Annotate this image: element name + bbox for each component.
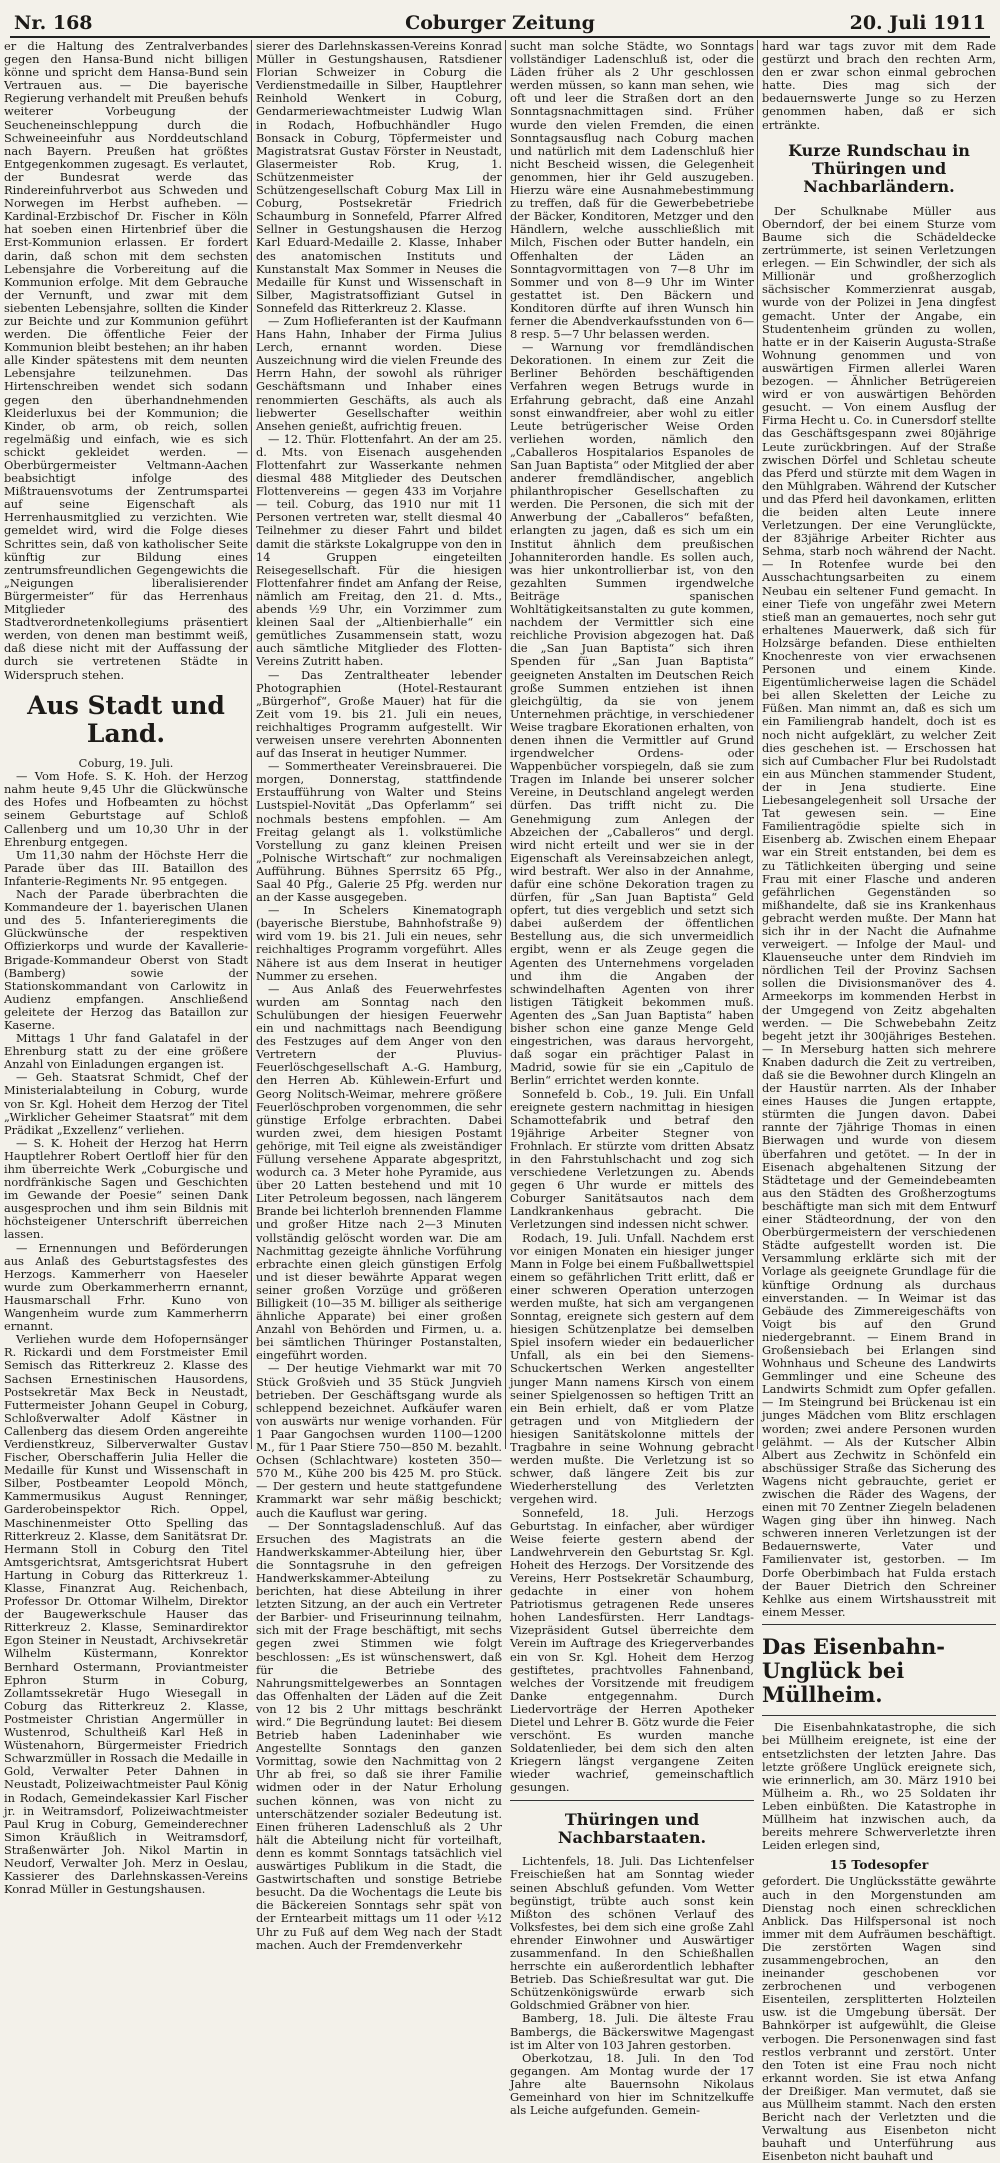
article-text: Die Eisenbahnkatastrophe, die sich bei Müllheim ereignete, ist eine der entsetzlichsten der letzten Jahre. Das letzte größere Unglück ereignete sich, wie erinnerlich, am 30. März 1910 bei Mülheim a. Rh., wo 25 Soldaten ihr Leben einbüßten. Die Katastrophe in Müllheim hat inzwischen auch, da bereits mehrere Schwerverletzte ihren Leiden erlegen sind, [762, 1720, 996, 1853]
article-text: — Aus Anlaß des Feuerwehrfestes wurden am Sonntag nach den Schulübungen der hiesigen Feuerwehr ein und nachmittags nach Beendigung des Festzuges auf dem Anger von den Vertretern der Pluvius-Feuerlöschgesellschaft A.-G. Hamburg, den Herren Ab. Kühlewein-Erfurt und Georg Nolitsch-Weimar, mehrere größere Feuerlöschproben vorgenommen, die sehr günstige Erfolge erbrachten. Dabei wurden zwei, dem hiesigen Postamt gehörige, mit Teil eigne als zweiständiger Füllung versehene Apparate abgespritzt, wodurch ca. 3 Meter hohe Pyramide, aus über 20 Latten bestehend und mit 10 Liter Petroleum begossen, nach längerem Brande bei lichterloh brennenden Flamme und großer Hitze nach 2—3 Minuten vollständig gelöscht worden war. Die am Nachmittag gezeigte ähnliche Vorführung erbrachte einen gleich günstigen Erfolg und ist dieser bewährte Apparat wegen seiner großen Vorzüge und größeren Billigkeit (10—35 M. billiger als seitherige ähnliche Apparate) bei einer großen Anzahl von Behörden und Firmen, u. a. bei sämtlichen Thüringer Postanstalten, eingeführt worden. [256, 981, 503, 1363]
article-text: Oberkotzau, 18. Juli. In den Tod gegangen. Am Montag wurde der 17 Jahre alte Bauernsohn Nikolaus Gemeinhard von hier im Schnitzelkuffe als Leiche aufgefunden. Gemein- [510, 2050, 754, 2118]
article-text: Nach der Parade überbrachten die Kommandeure der 1. bayerischen Ulanen und des 5. Infanterieregiments die Glückwünsche der respektiven Offizierkorps und wurde der Kavallerie-Brigade-Kommandeur Oberst von Stadt (Bamberg) sowie der Stationskommandant von Carlowitz in Audienz empfangen. Anschließend geleitete der Herzog das Bataillon zur Kaserne. [4, 887, 248, 1032]
article-text: sucht man solche Städte, wo Sonntags vollständiger Ladenschluß ist, oder die Läden früher als 2 Uhr geschlossen werden müssen, so kann man sehen, wie oft und leer die Straßen dort an den Sonntagsnachmittagen sind. Früher wurde den vielen Fremden, die einen Sonntagsausflug nach Coburg machen und natürlich mit dem Ladenschluß hier nicht Bescheid wissen, die Gelegenheit genommen, hier ihr Geld auszugeben. Hierzu wäre eine Ausnahmebestimmung zu treffen, daß für die Gewerbebetriebe der Bäcker, Konditoren, Metzger und den Händlern, welche ausschließlich mit Milch, Fischen oder Butter handeln, ein Offenhalten der Läden an Sonntagvormittagen von 7—8 Uhr im Sommer und von 8—9 Uhr im Winter gestattet ist. Den Bäckern und Konditoren dürfte auf ihren Wunsch hin ferner die Abendverkaufsstunden von 6—8 resp. 5—7 Uhr belassen werden. [510, 39, 754, 342]
subheading: 15 Todesopfer [829, 1857, 929, 1873]
article-text: — Der Sonntagsladenschluß. Auf das Ersuchen des Magistrats an die Handwerkskammer-Abteilung hier, über die Sonntagsruhe in den gefreigen Handwerkskammer-Abteilung zu berichten, hat diese Abteilung in ihrer letzten Sitzung, an der auch ein Vertreter der Barbier- und Friseurinnung teilnahm, sich mit der Frage beschäftigt, mit sechs gegen zwei Stimmen wie folgt beschlossen: „Es ist wünschenswert, daß für die Betriebe des Nahrungsmittelgewerbes an Sonntagen das Offenhalten der Läden auf die Zeit von 12 bis 2 Uhr mittags beschränkt wird.“ Die Begründung lautet: Bei diesem Betrieb haben Ladeninhaber wie Angestellte Sonntags den ganzen Vormittag, sowie den Nachmittag von 2 Uhr ab frei, so daß sie ihrer Familie widmen oder in der Natur Erholung suchen können, was von nicht zu unterschätzender sozialer Bedeutung ist. Einen früheren Ladenschluß als 2 Uhr hält die Abteilung nicht für vorteilhaft, denn es kommt Sonntags tatsächlich viel auswärtiges Publikum in die Stadt, die Gastwirtschaften und sonstige Betriebe besucht. Da die Wochentags die Leute bis die Bäckereien Sonntags sehr spät von der Erntearbeit mittags um 11 oder ½12 Uhr zu Fuß auf dem Weg nach der Stadt machen. Auch der Fremdenverkehr [256, 1518, 502, 1952]
divider [762, 1624, 996, 1625]
article-text: — Ernennungen und Beförderungen aus Anlaß des Geburtstagsfestes des Herzogs. Kammerherr von Haeseler wurde zum Oberkammerherrn ernannt, Hausmarschall Frhr. Kuno von Wangenheim wurde zum Kammerherrn ernannt. [4, 1240, 248, 1334]
article-text: — Sommertheater Vereinsbrauerei. Die morgen, Donnerstag, stattfindende Erstaufführung von Walter und Steins Lustspiel-Novität „Das Opferlamm“ sei nochmals bestens empfohlen. — Am Freitag gelangt als 1. volkstümliche Vorstellung zu ganz kleinen Preisen „Polnische Wirtschaft“ zur nochmaligen Aufführung. Bühnes Sperrsitz 65 Pfg., Saal 40 Pfg., Galerie 25 Pfg. werden nur an der Kasse ausgegeben. [256, 759, 502, 905]
article-text: er die Haltung des Zentralverbandes gegen den Hansa-Bund nicht billigen könne und spricht dem Hansa-Bund sein Vertrauen aus. — Die bayerische Regierung verhandelt mit Preußen behufs weiterer Vorbeugung der Seucheneinschleppung durch die Schweineeinfuhr aus Norddeutschland nach Bayern. Preußen hat größtes Entgegenkommen zugesagt. Es verlautet, der Bundesrat werde das Rindereinfuhrverbot aus Schweden und Norwegen im Herbst aufheben. — Kardinal-Erzbischof Dr. Fischer in Köln hat soeben einen Hirtenbrief über die Erst-Kommunion erlassen. Er fordert darin, daß schon mit dem sechsten Lebensjahre die Vorbereitung auf die Kommunion erfolge. Mit dem Gebrauche der Vernunft, und zwar mit dem siebenten Lebensjahre, sollten die Kinder zur Beichte und zur Kommunion geführt werden. Die öffentliche Feier der Kommunion bleibt bestehen; an ihr haben alle Kinder spätestens mit dem neunten Lebensjahre teilzunehmen. Das Hirtenschreiben wendet sich sodann gegen den überhandnehmenden Kleiderluxus bei der Kommunion; die Kinder, ob arm, ob reich, sollen regelmäßig und einfach, wie es sich schickt gekleidet werden. — Oberbürgermeister Veltmann-Aachen beabsichtigt infolge des Mißtrauensvotums der Zentrumspartei auf seine Eigenschaft als Herrenhausmitglied zu verzichten. Wie gemeldet wird, wird die Folge dieses Schrittes sein, daß von katholischer Seite künftig zur Bildung eines zentrumsfreundlichen Gegengewichts die „Neigungen liberalisierender Bürgermeister“ für das Herrenhaus Mitglieder des Stadtverordnetenkollegiums präsentiert werden, von denen man bestimmt weiß, daß diese nicht mit der Auffassung der durch sie vertretenen Städte in Widerspruch stehen. [4, 39, 248, 682]
section-heading: Thüringen und Nachbarstaaten. [557, 1809, 707, 1847]
article-text: — Der heutige Viehmarkt war mit 70 Stück Großvieh und 35 Stück Jungvieh betrieben. Der Geschäftsgang wurde als schleppend bezeichnet. Aufkäufer waren von auswärts nur wenige vorhanden. Für 1 Paar Gangochsen wurden 1100—1200 M., für 1 Paar Stiere 750—850 M. bezahlt. Ochsen (Schlachtware) kosteten 350—570 M., Kühe 200 bis 425 M. pro Stück. — Der gestern und heute stattgefundene Krammarkt war sehr mäßig beschickt; auch die Kauflust war gering. [256, 1361, 502, 1520]
column-rule [505, 40, 506, 1449]
article-text: Der Schulknabe Müller aus Oberndorf, der bei einem Sturze vom Baume sich die Schädeldecke zertrümmerte, ist seinen Verletzungen erlegen. — Ein Schwindler, der sich als Millionär und großherzoglich sächsischer Kommerzienrat ausgab, wurde von der Polizei in Jena dingfest gemacht. Unter der Angabe, ein Studentenheim gründen zu wollen, hatte er in der Kaiserin Augusta-Straße Wohnung genommen und von auswärtigen Firmen allerlei Waren bezogen. — Ähnlicher Betrügereien wird er von auswärtigen Behörden gesucht. — Von einem Ausflug der Firma Hecht u. Co. in Cunersdorf stellte das Geschäftsgespann zwei 80jährige Leute zurückbringen. Auf der Straße zwischen Dörfel und Schletau scheute das Pferd und stürzte mit dem Wagen in den Mühlgraben. Während der Kutscher und das Pferd heil davonkamen, erlitten die beiden alten Leute innere Verletzungen. Der eine Verunglückte, der 83jährige Arbeiter Richter aus Sehma, starb noch während der Nacht. — In Rotenfee wurde bei den Ausschachtungsarbeiten zu einem Neubau ein seltener Fund gemacht. In einer Tiefe von ungefähr zwei Metern stieß man an gemauertes, noch sehr gut erhaltenes Mauerwerk, daß sich für Holzsärge befanden. Diese enthielten Knochenreste von vier erwachsenen Personen und einem Kinde. Eigentümlicherweise lagen die Schädel bei allen Skeletten der Leiche zu Füßen. Man nimmt an, daß es sich um ein Familiengrab handelt, doch ist es noch nicht aufgeklärt, zu welcher Zeit dies geschehen ist. — Erschossen hat sich auf Cumbacher Flur bei Rudolstadt ein aus München stammender Student, der in Jena studierte. Eine Liebesangelegenheit soll Ursache der Tat gewesen sein. — Eine Familientragödie spielte sich in Eisenberg ab. Zwischen einem Ehepaar war ein Streit entstanden, bei dem es zu Tätlichkeiten überging und seine Frau mit einer Flasche und anderen gefährlichen Gegenständen so mißhandelte, daß sie ins Krankenhaus gebracht werden mußte. Der Mann hat sich ihr in der Nacht die Aufnahme verweigert. — Infolge der Maul- und Klauenseuche unter dem Rindvieh im nördlichen Teil der Provinz Sachsen sollen die Divisionsmanöver des 4. Armeekorps im kommenden Herbst in der Umgegend von Zeitz abgehalten werden. — Die Schwebebahn Zeitz begeht jetzt ihr 300jähriges Bestehen. — In Merseburg hatten sich mehrere Knaben dadurch die Zeit zu vertreiben, daß sie die Bewohner durch Klingeln an der Haustür narrten. Als der Inhaber eines Hauses die Jungen ertappte, stürmten die Jungen davon. Dabei rannte der 7jährige Thomas in einen Bierwagen und wurde von diesem überfahren und getötet. — In der in Eisenach abgehaltenen Sitzung der Städtetage und der Gemeindebeamten aus den Städten des Großherzogtums beschäftigte man sich mit dem Entwurf einer Städteordnung, der von den Oberbürgermeistern der verschiedenen Städte aufgestellt worden ist. Die Versammlung erklärte sich mit der Vorlage als geeignete Grundlage für die künftige Ordnung als durchaus einverstanden. — In Weimar ist das Gebäude des Zimmereigeschäfts von Voigt bis auf den Grund niedergebrannt. — Einem Brand in Großensiebach bei Erlangen sind Wohnhaus und Scheune des Landwirts Gemmlinger und eine Scheune des Landwirts Schmidt zum Opfer gefallen. — Im Steingrund bei Brückenau ist ein junges Mädchen vom Blitz erschlagen worden; zwei andere Personen wurden gelähmt. — Als der Kutscher Albin Albert aus Zechwitz in Schönfeld ein abschüssiger Straße das Sicherung des Wagens nicht gebrauchte, geriet er zwischen die Räder des Wagens, der einen mit 70 Zentner Ziegeln beladenen Wagen ging über ihn hinweg. Nach schweren inneren Verletzungen ist der Bedauernswerte, Vater und Familienvater ist, gestorben. — Im Dorfe Oberbimbach hat Fulda erstach der Bauer Dietrich den Schreiner Kehlke aus einem Wirtshausstreit mit einem Messer. [762, 203, 996, 1619]
masthead [10, 10, 990, 38]
column-3 [510, 39, 754, 2118]
article-text: — Zum Hoflieferanten ist der Kaufmann Hans Hahn, Inhaber der Firma Julius Lerch, ernannt worden. Diese Auszeichnung wird die vielen Freunde des Herrn Hahn, der sowohl als rühriger Geschäftsmann und Inhaber eines renommierten Geschäfts, als auch als liebwerter Gesellschafter weithin Ansehen genießt, aufrichtig freuen. [256, 313, 502, 433]
column-4 [762, 39, 996, 2163]
divider [510, 1800, 754, 1801]
divider [762, 1715, 996, 1716]
column-2 [256, 39, 503, 1952]
article-text: Bamberg, 18. Juli. Die älteste Frau Bambergs, die Bäckerswitwe Magengast ist im Alter von 103 Jahren gestorben. [510, 2011, 754, 2052]
article-text: — 12. Thür. Flottenfahrt. An der am 25. d. Mts. von Eisenach ausgehenden Flottenfahrt zur Wasserkante nehmen diesmal 488 Mitglieder des Deutschen Flottenvereins — gegen 433 im Vorjahre — teil. Coburg, das 1910 nur mit 11 Personen vertreten war, stellt diesmal 40 Teilnehmer zu dieser Fahrt und bildet damit die stärkste Lokalgruppe von den in 14 Gruppen eingeteilten Reisegesellschaft. Für die hiesigen Flottenfahrer findet am Anfang der Reise, nämlich am Freitag, den 21. d. Mts., abends ½9 Uhr, ein Vorzimmer zum kleinen Saal der „Altienbierhalle“ ein gemütliches Zusammensein statt, wozu auch sämtliche Mitglieder des Flotten-Vereins Zutritt haben. [256, 431, 502, 669]
article-text: Sonnefeld b. Cob., 19. Juli. Ein Unfall ereignete gestern nachmittag in hiesigen Schamottefabrik und betraf den 19jährige Arbeiter Stegner von Frohnlach. Er stürzte vom dritten Absatz in den Fahrstuhlschacht und zog sich verschiedene Verletzungen zu. Abends gegen 6 Uhr wurde er mittels des Coburger Sanitätsautos nach dem Landkrankenhaus gebracht. Die Verletzungen sind indessen nicht schwer. [510, 1086, 754, 1232]
article-text: — S. K. Hoheit der Herzog hat Herrn Hauptlehrer Robert Oertloff hier für den ihm überreichte Werk „Coburgische und nordfränkische Sagen und Geschichten im Gewande der Poesie“ seinen Dank ausgesprochen und ihm sein Bildnis mit höchsteigener Unterschrift überreichen lassen. [4, 1135, 248, 1242]
article-text: gefordert. Die Unglücksstätte gewährte auch in den Morgenstunden am Dienstag noch einen schrecklichen Anblick. Das Hilfspersonal ist noch immer mit dem Aufräumen beschäftigt. Die zerstörten Wagen sind zusammengebrochen, an den ineinander geschobenen vor zerbrochenen und verbogenen Eisenteilen, zersplitterten Holzteilen usw. ist die Umgebung übersät. Der Bahnkörper ist aufgewühlt, die Gleise verbogen. Die Personenwagen sind fast restlos verbrannt und zerstört. Unter den Toten ist eine Frau noch nicht erkannt worden. Sie ist etwa Anfang der Dreißiger. Man vermutet, daß sie aus Müllheim stammt. Nach den ersten Bericht nach der Verletzten und die Verwaltung aus Eisenbeton nicht bauhaft und Unterführung aus Eisenbeton nicht bauhaft und [762, 1874, 996, 2163]
article-text: Rodach, 19. Juli. Unfall. Nachdem erst vor einigen Monaten ein hiesiger junger Mann in Folge bei einem Fußballwettspiel einem so gefährlichen Tritt erlitt, daß er einer schweren Operation unterzogen werden mußte, hat sich am vergangenen Sonntag, ereignete sich gestern auf dem hiesigen Schützenplatze bei demselben Spiel insofern wieder ein bedauerlicher Unfall, als ein bei den Siemens-Schuckertschen Werken angestellter junger Mann namens Kirsch von einem seiner Spielgenossen so heftigen Tritt an ein Bein erhielt, daß er vom Platze getragen und von Mitgliedern der hiesigen Sanitätskolonne mittels der Tragbahre in seine Wohnung gebracht werden mußte. Die Verletzung ist so schwer, daß längere Zeit bis zur Wiederherstellung des Verletzten vergehen wird. [510, 1230, 754, 1507]
article-text: hard war tags zuvor mit dem Rade gestürzt und brach den rechten Arm, den er zwar schon einmal gebrochen hatte. Dies mag sich der bedauernswerte Junge so zu Herzen genommen haben, daß er sich ertränkte. [762, 39, 996, 132]
dateline: Coburg, 19. Juli. [78, 756, 174, 771]
article-text: — Das Zentraltheater lebender Photographien (Hotel-Restaurant „Bürgerhof“, Große Mauer) hat für die Zeit vom 19. bis 21. Juli ein neues, reichhaltiges Programm aufgestellt. Wir verweisen unsere verehrten Abonnenten auf das Inserat in heutiger Nummer. [256, 667, 502, 761]
article-text: — Geh. Staatsrat Schmidt, Chef der Ministerialabteilung in Coburg, wurde von Sr. Kgl. Hoheit dem Herzog der Titel „Wirklicher Geheimer Staatsrat“ mit dem Prädikat „Exzellenz“ verliehen. [4, 1070, 248, 1137]
section-heading: Kurze Rundschau in Thüringen und Nachbarländern. [788, 140, 970, 197]
column-1 [4, 39, 248, 1897]
section-heading: Aus Stadt und Land. [27, 690, 225, 749]
article-text: Sonnefeld, 18. Juli. Herzogs Geburtstag. In einfacher, aber würdiger Weise feierte gestern abend der Landwehrverein den Geburtstag Sr. Kgl. Hoheit des Herzogs. Der Vorsitzende des Vereins, Herr Postsekretär Schaumburg, gedachte in einer von hohem Patriotismus getragenen Rede unseres hohen Landesfürsten. Herr Landtags-Vizepräsident Gutsel überreichte dem Verein im Auftrage des Kriegerverbandes ein von Sr. Kgl. Hoheit dem Herzog gestiftetes, prachtvolles Fahnenband, welches der Vorsitzende mit freudigem Danke entgegennahm. Durch Liedervorträge der Herren Apotheker Dietel und Lehrer B. Götz wurde die Feier verschönt. Es wurden manche Soldatenlieder, bei dem sich den alten Kriegern längst vergangene Zeiten wieder wachrief, gemeinschaftlich gesungen. [510, 1505, 754, 1795]
article-text: — Warnung vor fremdländischen Dekorationen. In einem zur Zeit die Berliner Behörden beschäftigenden Verfahren wegen Betrugs wurde in Erfahrung gebracht, daß eine Anzahl sonst einwandfreier, aber wohl zu eitler Leute betrügerischer Weise Orden verliehen worden, nämlich den „Caballeros Hospitalarios Espanoles de San Juan Baptista“ oder Mitglied der aber anderer fremdländischer, angeblich philanthropischer Gesellschaften zu werden. Die Personen, die sich mit der Anwerbung der „Caballeros“ befaßten, erlangten zu jagen, daß es sich um ein Institut ähnlich dem preußischen Johanniterorden handle. Es sollen auch, was hier unkontrollierbar ist, von den gezahlten Summen irgendwelche Beiträge spanischen Wohltätigkeitsanstalten zu gute kommen, nachdem der Vermittler sich eine reichliche Provision abgezogen hat. Daß die „San Juan Baptista“ sich ihren Spenden für „San Juan Baptista“ geeigneten Anstalten im Deutschen Reich große Summen entziehen ist ihnen gleichgültig, da sie von jenem Unternehmen prächtige, in verschiedener Weise tragbare Ekorationen erhalten, von denen ihnen die Vermittler auf Grund irgendwelcher Ordens- oder Wappenbücher vorspiegeln, daß sie zum Tragen im Inlande bei unserer solcher Vereine, in Deutschland angelegt werden dürfen. Das trifft nicht zu. Die Genehmigung zum Anlegen der Abzeichen der „Caballeros“ und dergl. wird nicht erteilt und wer sie in der Eigenschaft als Vereinsabzeichen anlegt, wird bestraft. Wer also in der Annahme, dafür eine schöne Dekoration tragen zu dürfen, für „San Juan Baptista“ Geld opfert, tut dies vergeblich und setzt sich dabei außerdem der öffentlichen Bestellung aus, die sich unvermeidlich ergibt, wenn er als Zeuge gegen die Agenten des Unternehmens vorgeladen und ihm die Angaben der schwindelhaften Agenten von ihrer listigen Tätigkeit bekommen muß. Agenten des „San Juan Baptista“ haben bisher schon eine ganze Menge Geld eingestrichen, was daraus hervorgeht, daß sogar ein prächtiger Palast in Madrid, sowie für sie ein „Capitulo de Berlin“ errichtet werden konnte. [510, 340, 754, 1088]
article-text: — In Schelers Kinematograph (bayerische Bierstube, Bahnhofstraße 9) wird vom 19. bis 21. Juli ein neues, sehr reichhaltiges Programm vorgeführt. Alles Nähere ist aus dem Inserat in heutiger Nummer zu ersehen. [256, 903, 502, 983]
article-text: — Vom Hofe. S. K. Hoh. der Herzog nahm heute 9,45 Uhr die Glückwünsche des Hofes und Hofbeamten zu höchst seinem Geburtstage auf Schloß Callenberg und um 10,30 Uhr in der Ehrenburg entgegen. [4, 769, 248, 849]
article-text: Lichtenfels, 18. Juli. Das Lichtenfelser Freischießen hat am Sonntag wieder seinen Abschluß gefunden. Vom Wetter begünstigt, trübte auch sonst kein Mißton des schönen Verlauf des Volksfestes, bei dem sich eine große Zahl ehrender Einwohner und Auswärtiger zusammenfand. In den Schießhallen herrschte ein außerordentlich lebhafter Betrieb. Das Schießresultat war gut. Die Schützenkönigswürde erwarb sich Goldschmied Gräbner von hier. [510, 1854, 754, 2013]
article-text: Mittags 1 Uhr fand Galatafel in der Ehrenburg statt zu der eine größere Anzahl von Einladungen ergangen ist. [4, 1031, 248, 1072]
column-rule [757, 40, 758, 1449]
article-text: sierer des Darlehnskassen-Vereins Konrad Müller in Gestungshausen, Ratsdiener Florian Schweizer in Coburg die Verdienstmedaille in Silber, Hauptlehrer Reinhold Wenkert in Coburg, Gendarmeriewachtmeister Ludwig Wlan in Rodach, Hofbuchhändler Hugo Bonsack in Coburg, Töpfermeister und Magistratsrat Gustav Förster in Neustadt, Glasermeister Rob. Krug, 1. Schützenmeister der Schützengesellschaft Coburg Max Lill in Coburg, Postsekretär Friedrich Schaumburg in Sonnefeld, Pfarrer Alfred Sellner in Gestungshausen die Herzog Karl Eduard-Medaille 2. Klasse, Inhaber des anatomischen Instituts und Kunstanstalt Max Sommer in Neuses die Medaille für Kunst und Wissenschaft in Silber, Magistratsoffiziant Gutsel in Sonnefeld das Ritterkreuz 2. Klasse. [256, 39, 502, 315]
article-text: Verliehen wurde dem Hofopernsänger R. Rickardi und dem Forstmeister Emil Semisch das Ritterkreuz 2. Klasse des Sachsen Ernestinischen Hausordens, Postsekretär Max Beck in Neustadt, Futtermeister Johann Geupel in Coburg, Schloßverwalter Adolf Kästner in Callenberg das diesem Orden angereihte Verdienstkreuz, Silberverwalter Gustav Fischer, Oberschafferin Julia Heller die Medaille für Kunst und Wissenschaft in Silber, Postbeamter Leopold Mönch, Kammermusikus August Renninger, Garderobeinspektor Rich. Oppel, Maschinenmeister Otto Spelling das Ritterkreuz 2. Klasse, dem Sanitätsrat Dr. Hermann Stoll in Coburg den Titel Amtsgerichtsrat, Amtsgerichtsrat Hubert Hartung in Coburg das Ritterkreuz 1. Klasse, Finanzrat Aug. Reichenbach, Professor Dr. Ottomar Wilhelm, Direktor der Baugewerkschule Hauser das Ritterkreuz 2. Klasse, Seminardirektor Egon Steiner in Neustadt, Archivsekretär Wilhelm Küstermann, Konrektor Bernhard Ostermann, Proviantmeister Ephron Sturm in Coburg, Zollamtssekretär Hugo Wiesegall in Coburg das Ritterkreuz 2. Klasse, Postmeister Christian Angermüller in Wustenrod, Schultheiß Karl Heß in Wüstenahorn, Bürgermeister Friedrich Schwarzmüller in Rossach die Medaille in Gold, Verwalter Peter Dahnen in Neustadt, Polizeiwachtmeister Paul König in Rodach, Gemeindekassier Karl Fischer jr. in Weitramsdorf, Polizeiwachtmeister Paul Krug in Coburg, Gemeinderechner Simon Kräußlich in Weitramsdorf, Straßenwärter Joh. Nikol Martin in Neudorf, Verwalter Joh. Merz in Oeslau, Kassierer des Darlehnskassen-Vereins Konrad Müller in Gestungshausen. [4, 1332, 248, 1897]
issue-number: Nr. 168 [14, 12, 93, 34]
newspaper-title: Coburger Zeitung [405, 12, 595, 34]
issue-date: 20. Juli 1911 [849, 12, 986, 34]
article-text: Um 11,30 nahm der Höchste Herr die Parade über das III. Bataillon des Infanterie-Regiments Nr. 95 entgegen. [4, 847, 248, 888]
column-rule [251, 40, 252, 1449]
section-heading: Das Eisenbahn-Unglück bei Müllheim. [762, 1633, 945, 1708]
